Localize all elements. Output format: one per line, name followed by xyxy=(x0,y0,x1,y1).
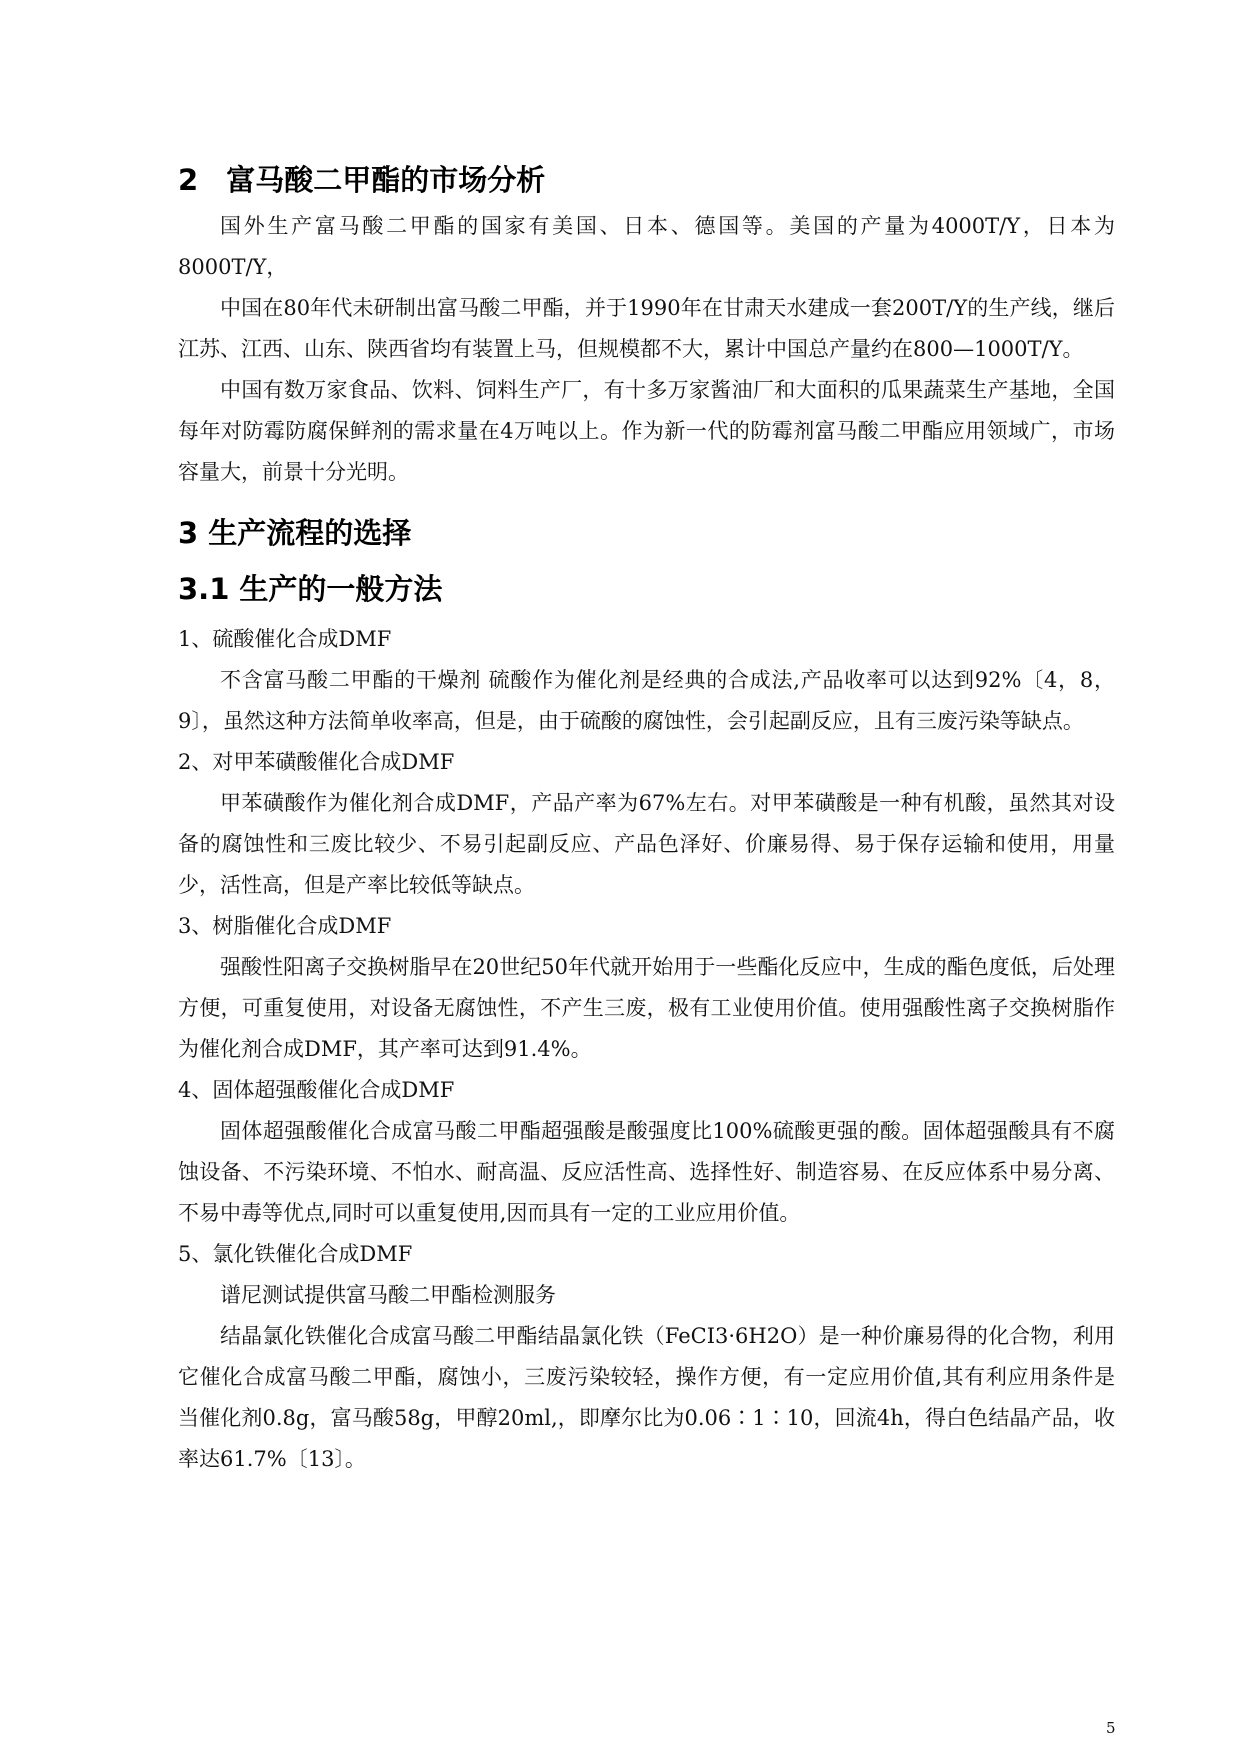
method-label: 4、固体超强酸催化合成DMF xyxy=(178,1078,455,1102)
method-paragraph: 谱尼测试提供富马酸二甲酯检测服务 xyxy=(220,1283,556,1307)
section-3-title: 生产流程的选择 xyxy=(208,516,412,550)
section-3-1-title: 生产的一般方法 xyxy=(239,572,443,606)
method-paragraph: 结晶氯化铁催化合成富马酸二甲酯结晶氯化铁（FeCI3·6H2O）是一种价廉易得的化合物，利用它催化合成富马酸二甲酯，腐蚀小，三废污染较轻，操作方便，有一定应用价值,其有利应用条件是 当催化剂0.8g，富马酸58g，甲醇20ml,，即摩尔比为0.06∶1∶10，回流4h，得白色结晶产品，收率达61.7%〔13〕。 xyxy=(178,1324,1115,1471)
method-label: 5、氯化铁催化合成DMF xyxy=(178,1242,413,1266)
section-3-number: 3 xyxy=(178,516,199,550)
method-paragraph: 甲苯磺酸作为催化剂合成DMF，产品产率为67%左右。对甲苯磺酸是一种有机酸，虽然其对设备的腐蚀性和三废比较少、不易引起副反应、产品色泽好、价廉易得、易于保存运输和使用，用量少，活性高，但是产率比较低等缺点。 xyxy=(178,791,1115,897)
method-label: 3、树脂催化合成DMF xyxy=(178,914,392,938)
page-number: 5 xyxy=(1106,1719,1116,1737)
page-content xyxy=(178,158,1115,1480)
section-3-1-number: 3.1 xyxy=(178,572,230,606)
section-3-heading xyxy=(178,511,1115,555)
section-2-paragraph: 中国在80年代未研制出富马酸二甲酯，并于1990年在甘肃天水建成一套200T/Y的生产线，继后江苏、江西、山东、陕西省均有装置上马，但规模都不大，累计中国总产量约在800—1000T/Y。 xyxy=(178,296,1115,361)
method-paragraph: 不含富马酸二甲酯的干燥剂 硫酸作为催化剂是经典的合成法,产品收率可以达到92%〔4，8，9〕，虽然这种方法简单收率高，但是，由于硫酸的腐蚀性，会引起副反应，且有三废污染等缺点。 xyxy=(178,668,1115,733)
section-2-paragraph: 中国有数万家食品、饮料、饲料生产厂，有十多万家酱油厂和大面积的瓜果蔬菜生产基地，全国每年对防霉防腐保鲜剂的需求量在4万吨以上。作为新一代的防霉剂富马酸二甲酯应用领域广，市场容量大，前景十分光明。 xyxy=(178,378,1115,484)
section-2-paragraph: 国外生产富马酸二甲酯的国家有美国、日本、德国等。美国的产量为4000T/Y，日本为8000T/Y， xyxy=(178,214,1115,279)
method-label: 1、硫酸催化合成DMF xyxy=(178,627,392,651)
section-3-1-heading xyxy=(178,567,1115,611)
section-2-heading xyxy=(178,158,1115,202)
section-2-title: 富马酸二甲酯的市场分析 xyxy=(226,163,546,197)
method-label: 2、对甲苯磺酸催化合成DMF xyxy=(178,750,455,774)
section-2-number: 2 xyxy=(178,163,199,197)
method-paragraph: 固体超强酸催化合成富马酸二甲酯超强酸是酸强度比100%硫酸更强的酸。固体超强酸具有不腐蚀设备、不污染环境、不怕水、耐高温、反应活性高、选择性好、制造容易、在反应体系中易分离、不易中毒等优点,同时可以重复使用,因而具有一定的工业应用价值。 xyxy=(178,1119,1115,1225)
method-paragraph: 强酸性阳离子交换树脂早在20世纪50年代就开始用于一些酯化反应中，生成的酯色度低，后处理方便，可重复使用，对设备无腐蚀性，不产生三废，极有工业使用价值。使用强酸性离子交换树脂作为催化剂合成DMF，其产率可达到91.4%。 xyxy=(178,955,1115,1061)
